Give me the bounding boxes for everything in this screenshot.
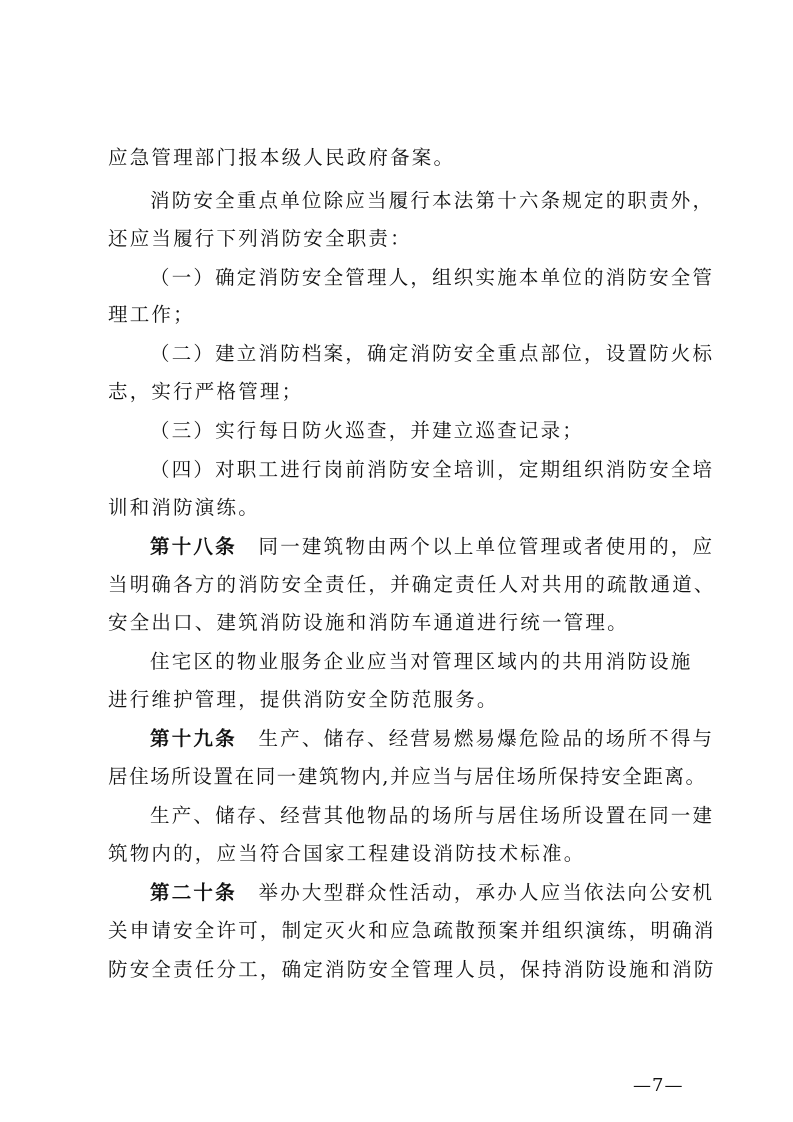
text-line: 筑物内的，应当符合国家工程建设消防技术标准。 — [108, 842, 586, 865]
article-paragraph-line — [150, 535, 714, 559]
article-heading: 第二十条 — [150, 881, 237, 904]
article-text: 同一建筑物由两个以上单位管理或者使用的，应 — [236, 535, 715, 558]
text-line: 训和消防演练。 — [108, 496, 260, 519]
text-line: 生产、储存、经营其他物品的场所与居住场所设置在同一建 — [150, 804, 715, 827]
text-line: 居住场所设置在同一建筑物内,并应当与居住场所保持安全距离。 — [108, 765, 707, 788]
text-line: 消防安全重点单位除应当履行本法第十六条规定的职责外， — [150, 189, 715, 212]
text-line: （四）对职工进行岗前消防安全培训，定期组织消防安全培 — [150, 458, 715, 481]
text-line: 理工作； — [108, 303, 195, 326]
text-line: （二）建立消防档案，确定消防安全重点部位，设置防火标 — [150, 342, 715, 365]
article-paragraph-line — [150, 727, 714, 751]
article-heading: 第十八条 — [150, 535, 237, 558]
text-line: 志，实行严格管理； — [108, 380, 304, 403]
article-text: 生产、储存、经营易燃易爆危险品的场所不得与 — [236, 727, 715, 750]
page-number: —7— — [633, 1075, 684, 1096]
text-line: 防安全责任分工，确定消防安全管理人员，保持消防设施和消防 — [108, 958, 716, 981]
text-line: 还应当履行下列消防安全职责： — [108, 227, 412, 250]
article-text: 举办大型群众性活动，承办人应当依法向公安机 — [236, 881, 715, 904]
text-line: 住宅区的物业服务企业应当对管理区域内的共用消防设施 — [150, 650, 693, 673]
text-line: 当明确各方的消防安全责任，并确定责任人对共用的疏散通道、 — [108, 573, 716, 596]
text-line: 关申请安全许可，制定灭火和应急疏散预案并组织演练，明确消 — [108, 919, 716, 942]
article-paragraph-line — [150, 881, 714, 905]
text-line: （三）实行每日防火巡查，并建立巡查记录； — [150, 419, 585, 442]
text-line: 进行维护管理，提供消防安全防范服务。 — [108, 688, 499, 711]
article-heading: 第十九条 — [150, 727, 237, 750]
text-line: 安全出口、建筑消防设施和消防车通道进行统一管理。 — [108, 611, 629, 634]
text-line: （一）确定消防安全管理人，组织实施本单位的消防安全管 — [150, 266, 715, 289]
text-line: 应急管理部门报本级人民政府备案。 — [108, 146, 456, 169]
